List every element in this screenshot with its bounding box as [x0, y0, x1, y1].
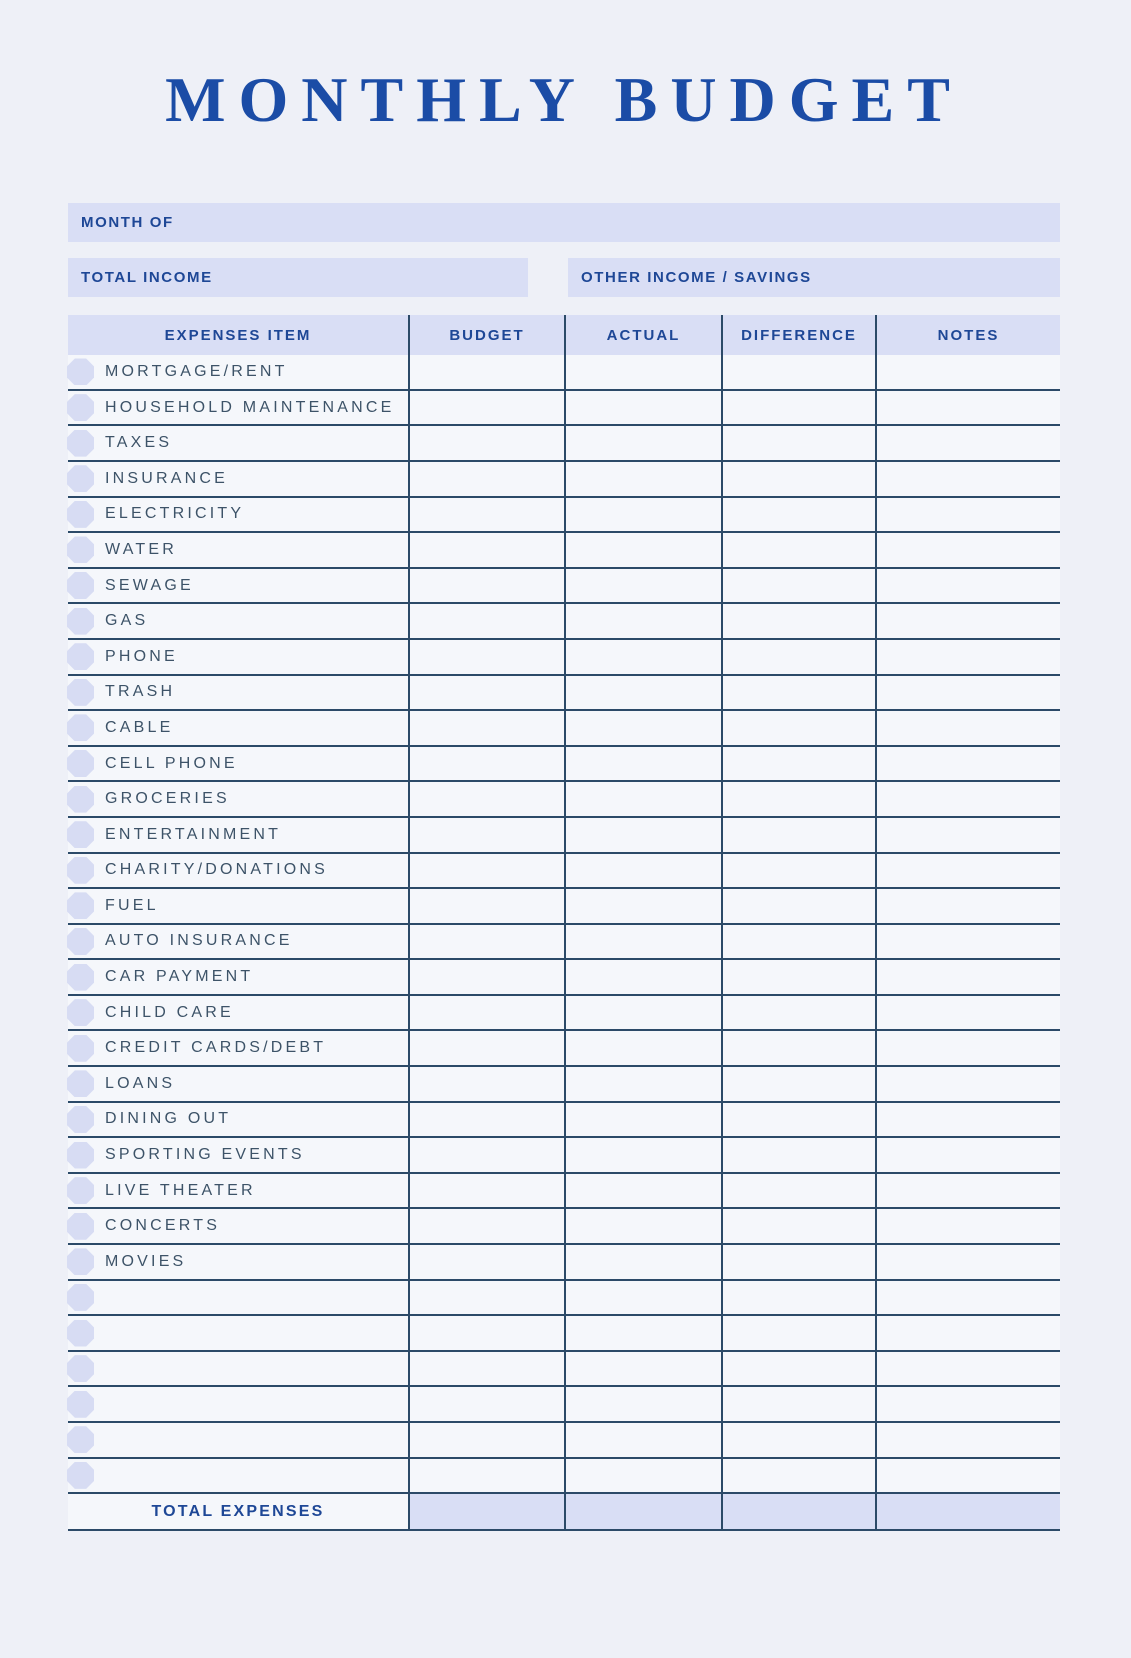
budget-cell[interactable]: [408, 1459, 564, 1493]
notes-cell[interactable]: [875, 1387, 1060, 1421]
actual-cell[interactable]: [564, 462, 721, 496]
notes-cell[interactable]: [875, 1067, 1060, 1101]
actual-cell[interactable]: [564, 1281, 721, 1315]
expense-rows: [68, 355, 1060, 1494]
difference-cell[interactable]: [721, 1174, 875, 1208]
bullet-icon: [67, 1070, 94, 1097]
total-income-field[interactable]: [68, 258, 528, 297]
table-header-row: [68, 315, 1060, 355]
actual-cell[interactable]: [564, 391, 721, 425]
expense-item-cell[interactable]: [68, 1387, 408, 1421]
actual-cell[interactable]: [564, 711, 721, 745]
total-actual-cell[interactable]: [564, 1494, 721, 1529]
notes-cell[interactable]: [875, 391, 1060, 425]
expense-item-cell[interactable]: [68, 1459, 408, 1493]
actual-cell[interactable]: [564, 640, 721, 674]
expense-item-cell[interactable]: [68, 1031, 408, 1065]
expense-item-label: CHARITY/DONATIONS: [105, 861, 329, 879]
notes-cell[interactable]: [875, 355, 1060, 389]
budget-cell[interactable]: [408, 711, 564, 745]
difference-cell[interactable]: [721, 1103, 875, 1137]
notes-cell[interactable]: [875, 960, 1060, 994]
expense-item-cell[interactable]: [68, 1174, 408, 1208]
actual-cell[interactable]: [564, 604, 721, 638]
expense-item-cell[interactable]: [68, 747, 408, 781]
expense-item-label: SEWAGE: [105, 576, 194, 594]
budget-cell[interactable]: [408, 1209, 564, 1243]
bullet-icon: [67, 608, 94, 635]
bullet-icon: [67, 1355, 94, 1382]
total-expenses-row: [68, 1494, 1060, 1531]
table-row: [68, 1138, 1060, 1174]
notes-cell[interactable]: [875, 818, 1060, 852]
expense-item-cell[interactable]: [68, 391, 408, 425]
notes-cell[interactable]: [875, 462, 1060, 496]
notes-cell[interactable]: [875, 1281, 1060, 1315]
actual-cell[interactable]: [564, 996, 721, 1030]
actual-cell[interactable]: [564, 1245, 721, 1279]
notes-cell[interactable]: [875, 1209, 1060, 1243]
expense-item-label: HOUSEHOLD MAINTENANCE: [105, 398, 395, 416]
budget-cell[interactable]: [408, 1281, 564, 1315]
bullet-icon: [67, 643, 94, 670]
table-row: [68, 889, 1060, 925]
expense-item-cell[interactable]: [68, 818, 408, 852]
expense-item-label: FUEL: [105, 896, 159, 914]
budget-cell[interactable]: [408, 889, 564, 923]
actual-cell[interactable]: [564, 1031, 721, 1065]
notes-cell[interactable]: [875, 569, 1060, 603]
budget-cell[interactable]: [408, 854, 564, 888]
notes-cell[interactable]: [875, 533, 1060, 567]
expense-item-cell[interactable]: [68, 711, 408, 745]
table-row: [68, 604, 1060, 640]
expense-item-cell[interactable]: [68, 676, 408, 710]
difference-cell[interactable]: [721, 1067, 875, 1101]
expense-item-label: TRASH: [105, 683, 176, 701]
actual-cell[interactable]: [564, 569, 721, 603]
notes-cell[interactable]: [875, 1245, 1060, 1279]
table-row: [68, 533, 1060, 569]
expense-item-cell[interactable]: [68, 355, 408, 389]
expense-item-cell[interactable]: [68, 1209, 408, 1243]
page-title: MONTHLY BUDGET: [165, 64, 963, 135]
total-income-label: TOTAL INCOME: [81, 269, 213, 287]
difference-cell[interactable]: [721, 1281, 875, 1315]
expense-item-label: ENTERTAINMENT: [105, 825, 282, 843]
difference-cell[interactable]: [721, 676, 875, 710]
difference-cell[interactable]: [721, 925, 875, 959]
expense-item-label: TAXES: [105, 434, 173, 452]
expense-item-label: MOVIES: [105, 1252, 187, 1270]
budget-cell[interactable]: [408, 960, 564, 994]
expense-item-cell[interactable]: [68, 604, 408, 638]
table-row: [68, 960, 1060, 996]
bullet-icon: [67, 786, 94, 813]
header-budget: BUDGET: [408, 315, 564, 355]
expense-item-label: LOANS: [105, 1074, 176, 1092]
actual-cell[interactable]: [564, 854, 721, 888]
difference-cell[interactable]: [721, 533, 875, 567]
expense-item-label: CELL PHONE: [105, 754, 238, 772]
total-notes-cell[interactable]: [875, 1494, 1060, 1529]
bullet-icon: [67, 1177, 94, 1204]
other-income-savings-label: OTHER INCOME / SAVINGS: [581, 269, 812, 287]
notes-cell[interactable]: [875, 1316, 1060, 1350]
notes-cell[interactable]: [875, 711, 1060, 745]
expense-item-cell[interactable]: [68, 960, 408, 994]
notes-cell[interactable]: [875, 996, 1060, 1030]
notes-cell[interactable]: [875, 1459, 1060, 1493]
expense-item-cell[interactable]: [68, 854, 408, 888]
bullet-icon: [67, 1462, 94, 1489]
budget-cell[interactable]: [408, 1352, 564, 1386]
bullet-icon: [67, 1035, 94, 1062]
bullet-icon: [67, 501, 94, 528]
difference-cell[interactable]: [721, 640, 875, 674]
bullet-icon: [67, 679, 94, 706]
actual-cell[interactable]: [564, 1174, 721, 1208]
difference-cell[interactable]: [721, 782, 875, 816]
notes-cell[interactable]: [875, 604, 1060, 638]
budget-cell[interactable]: [408, 462, 564, 496]
total-expenses-label-cell: [68, 1494, 408, 1529]
budget-cell[interactable]: [408, 1387, 564, 1421]
notes-cell[interactable]: [875, 640, 1060, 674]
actual-cell[interactable]: [564, 960, 721, 994]
table-row: [68, 925, 1060, 961]
budget-cell[interactable]: [408, 676, 564, 710]
income-section: [68, 258, 1060, 297]
table-row: [68, 640, 1060, 676]
difference-cell[interactable]: [721, 1245, 875, 1279]
budget-cell[interactable]: [408, 533, 564, 567]
budget-cell[interactable]: [408, 1067, 564, 1101]
actual-cell[interactable]: [564, 1352, 721, 1386]
bullet-icon: [67, 999, 94, 1026]
expense-item-cell[interactable]: [68, 533, 408, 567]
bullet-icon: [67, 1213, 94, 1240]
table-row: [68, 1423, 1060, 1459]
difference-cell[interactable]: [721, 1423, 875, 1457]
bullet-icon: [67, 857, 94, 884]
table-row: [68, 462, 1060, 498]
actual-cell[interactable]: [564, 533, 721, 567]
bullet-icon: [67, 1426, 94, 1453]
difference-cell[interactable]: [721, 1209, 875, 1243]
difference-cell[interactable]: [721, 960, 875, 994]
header-difference: DIFFERENCE: [721, 315, 875, 355]
notes-cell[interactable]: [875, 1031, 1060, 1065]
notes-cell[interactable]: [875, 1423, 1060, 1457]
budget-cell[interactable]: [408, 498, 564, 532]
expense-item-label: GROCERIES: [105, 790, 230, 808]
bullet-icon: [67, 750, 94, 777]
notes-cell[interactable]: [875, 925, 1060, 959]
table-row: [68, 818, 1060, 854]
difference-cell[interactable]: [721, 889, 875, 923]
expense-item-cell[interactable]: [68, 1138, 408, 1172]
expense-item-label: DINING OUT: [105, 1110, 232, 1128]
actual-cell[interactable]: [564, 676, 721, 710]
notes-cell[interactable]: [875, 1138, 1060, 1172]
table-row: [68, 391, 1060, 427]
table-row: [68, 1067, 1060, 1103]
table-row: [68, 747, 1060, 783]
table-row: [68, 1281, 1060, 1317]
actual-cell[interactable]: [564, 426, 721, 460]
bullet-icon: [67, 1320, 94, 1347]
bullet-icon: [67, 964, 94, 991]
other-income-savings-field[interactable]: [568, 258, 1060, 297]
table-row: [68, 498, 1060, 534]
actual-cell[interactable]: [564, 1387, 721, 1421]
difference-cell[interactable]: [721, 569, 875, 603]
bullet-icon: [67, 892, 94, 919]
difference-cell[interactable]: [721, 747, 875, 781]
budget-cell[interactable]: [408, 1103, 564, 1137]
table-row: [68, 1031, 1060, 1067]
expense-item-label: WATER: [105, 540, 177, 558]
budget-cell[interactable]: [408, 925, 564, 959]
table-row: [68, 1245, 1060, 1281]
expense-item-label: LIVE THEATER: [105, 1181, 256, 1199]
expense-item-cell[interactable]: [68, 1316, 408, 1350]
expense-item-cell[interactable]: [68, 640, 408, 674]
budget-cell[interactable]: [408, 1031, 564, 1065]
table-row: [68, 1459, 1060, 1495]
budget-cell[interactable]: [408, 782, 564, 816]
expense-item-label: CREDIT CARDS/DEBT: [105, 1039, 327, 1057]
expense-item-cell[interactable]: [68, 426, 408, 460]
budget-cell[interactable]: [408, 1245, 564, 1279]
budget-cell[interactable]: [408, 604, 564, 638]
total-expenses-label: TOTAL EXPENSES: [151, 1502, 325, 1520]
difference-cell[interactable]: [721, 1352, 875, 1386]
bullet-icon: [67, 536, 94, 563]
expense-item-label: CABLE: [105, 718, 174, 736]
budget-cell[interactable]: [408, 355, 564, 389]
actual-cell[interactable]: [564, 1138, 721, 1172]
total-difference-cell[interactable]: [721, 1494, 875, 1529]
bullet-icon: [67, 465, 94, 492]
budget-cell[interactable]: [408, 747, 564, 781]
budget-sheet: [68, 58, 1060, 1531]
actual-cell[interactable]: [564, 1067, 721, 1101]
bullet-icon: [67, 1284, 94, 1311]
expense-item-cell[interactable]: [68, 1352, 408, 1386]
bullet-icon: [67, 394, 94, 421]
actual-cell[interactable]: [564, 782, 721, 816]
budget-cell[interactable]: [408, 1174, 564, 1208]
bullet-icon: [67, 928, 94, 955]
difference-cell[interactable]: [721, 996, 875, 1030]
notes-cell[interactable]: [875, 889, 1060, 923]
table-row: [68, 1209, 1060, 1245]
bullet-icon: [67, 1391, 94, 1418]
table-row: [68, 711, 1060, 747]
table-row: [68, 1103, 1060, 1139]
notes-cell[interactable]: [875, 1174, 1060, 1208]
expense-item-cell[interactable]: [68, 569, 408, 603]
header-notes: NOTES: [875, 315, 1060, 355]
bullet-icon: [67, 1106, 94, 1133]
table-row: [68, 426, 1060, 462]
expense-item-label: INSURANCE: [105, 469, 229, 487]
expense-item-label: CHILD CARE: [105, 1003, 234, 1021]
table-row: [68, 1316, 1060, 1352]
actual-cell[interactable]: [564, 925, 721, 959]
actual-cell[interactable]: [564, 747, 721, 781]
budget-cell[interactable]: [408, 569, 564, 603]
expense-item-label: AUTO INSURANCE: [105, 932, 293, 950]
actual-cell[interactable]: [564, 1209, 721, 1243]
expense-item-label: SPORTING EVENTS: [105, 1146, 305, 1164]
notes-cell[interactable]: [875, 1103, 1060, 1137]
budget-cell[interactable]: [408, 1138, 564, 1172]
total-budget-cell[interactable]: [408, 1494, 564, 1529]
notes-cell[interactable]: [875, 1352, 1060, 1386]
actual-cell[interactable]: [564, 1423, 721, 1457]
actual-cell[interactable]: [564, 355, 721, 389]
difference-cell[interactable]: [721, 355, 875, 389]
difference-cell[interactable]: [721, 462, 875, 496]
budget-cell[interactable]: [408, 391, 564, 425]
actual-cell[interactable]: [564, 818, 721, 852]
notes-cell[interactable]: [875, 676, 1060, 710]
expense-item-cell[interactable]: [68, 498, 408, 532]
budget-cell[interactable]: [408, 996, 564, 1030]
actual-cell[interactable]: [564, 1316, 721, 1350]
budget-cell[interactable]: [408, 1316, 564, 1350]
bullet-icon: [67, 358, 94, 385]
table-row: [68, 569, 1060, 605]
notes-cell[interactable]: [875, 747, 1060, 781]
difference-cell[interactable]: [721, 604, 875, 638]
month-of-label: MONTH OF: [81, 214, 174, 232]
table-row: [68, 854, 1060, 890]
bullet-icon: [67, 572, 94, 599]
difference-cell[interactable]: [721, 1316, 875, 1350]
table-row: [68, 1352, 1060, 1388]
expense-item-cell[interactable]: [68, 925, 408, 959]
expense-item-cell[interactable]: [68, 462, 408, 496]
expense-item-cell[interactable]: [68, 1245, 408, 1279]
difference-cell[interactable]: [721, 1387, 875, 1421]
expense-item-cell[interactable]: [68, 782, 408, 816]
month-of-field[interactable]: [68, 203, 1060, 242]
notes-cell[interactable]: [875, 782, 1060, 816]
notes-cell[interactable]: [875, 854, 1060, 888]
difference-cell[interactable]: [721, 1459, 875, 1493]
expense-item-label: ELECTRICITY: [105, 505, 245, 523]
budget-cell[interactable]: [408, 1423, 564, 1457]
header-expenses-item: EXPENSES ITEM: [164, 326, 312, 344]
difference-cell[interactable]: [721, 818, 875, 852]
actual-cell[interactable]: [564, 1459, 721, 1493]
bullet-icon: [67, 1142, 94, 1169]
expenses-table: [68, 315, 1060, 1531]
table-row: [68, 782, 1060, 818]
table-row: [68, 1387, 1060, 1423]
bullet-icon: [67, 714, 94, 741]
actual-cell[interactable]: [564, 889, 721, 923]
bullet-icon: [67, 821, 94, 848]
notes-cell[interactable]: [875, 426, 1060, 460]
bullet-icon: [67, 1248, 94, 1275]
expense-item-cell[interactable]: [68, 1423, 408, 1457]
expense-item-cell[interactable]: [68, 1281, 408, 1315]
expense-item-cell[interactable]: [68, 1067, 408, 1101]
actual-cell[interactable]: [564, 498, 721, 532]
notes-cell[interactable]: [875, 498, 1060, 532]
header-actual: ACTUAL: [564, 315, 721, 355]
table-row: [68, 1174, 1060, 1210]
table-row: [68, 996, 1060, 1032]
budget-cell[interactable]: [408, 640, 564, 674]
difference-cell[interactable]: [721, 426, 875, 460]
difference-cell[interactable]: [721, 711, 875, 745]
expense-item-label: CAR PAYMENT: [105, 968, 254, 986]
difference-cell[interactable]: [721, 1031, 875, 1065]
table-row: [68, 676, 1060, 712]
bullet-icon: [67, 430, 94, 457]
expense-item-label: CONCERTS: [105, 1217, 221, 1235]
expense-item-cell[interactable]: [68, 996, 408, 1030]
difference-cell[interactable]: [721, 854, 875, 888]
difference-cell[interactable]: [721, 391, 875, 425]
expense-item-label: MORTGAGE/RENT: [105, 362, 288, 380]
actual-cell[interactable]: [564, 1103, 721, 1137]
expense-item-cell[interactable]: [68, 889, 408, 923]
expense-item-label: PHONE: [105, 647, 178, 665]
budget-cell[interactable]: [408, 426, 564, 460]
expense-item-label: GAS: [105, 612, 149, 630]
budget-cell[interactable]: [408, 818, 564, 852]
expense-item-cell[interactable]: [68, 1103, 408, 1137]
difference-cell[interactable]: [721, 498, 875, 532]
table-row: [68, 355, 1060, 391]
difference-cell[interactable]: [721, 1138, 875, 1172]
